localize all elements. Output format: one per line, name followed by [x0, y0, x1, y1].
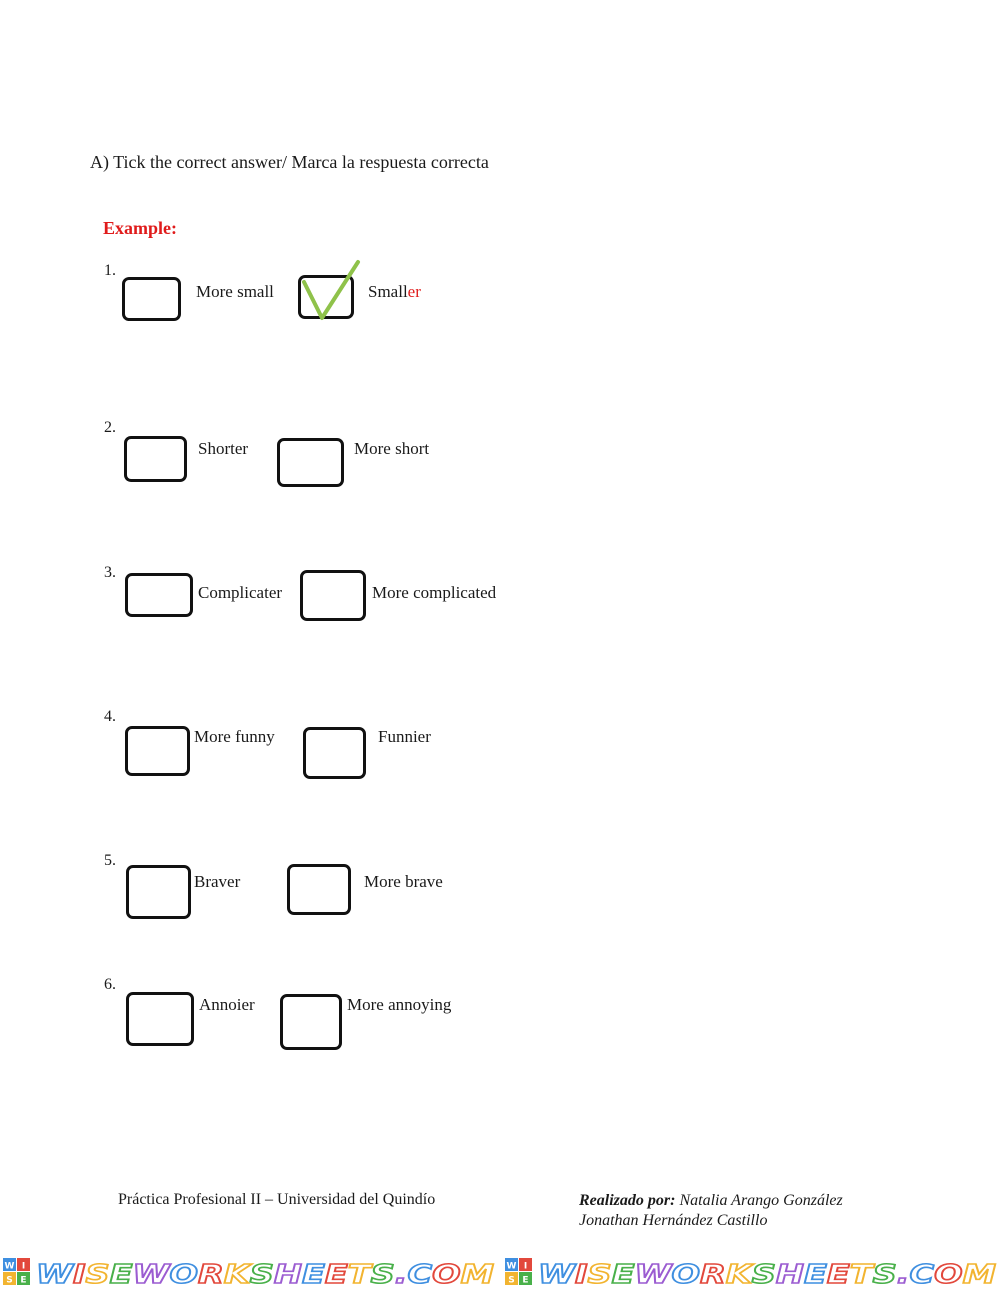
svg-text:E: E	[20, 1275, 27, 1286]
checkbox-option-a[interactable]	[122, 277, 181, 321]
option-label: More funny	[194, 727, 275, 746]
question-number: 3.	[104, 564, 116, 581]
option-label: More brave	[364, 872, 443, 891]
example-label: Example:	[103, 218, 177, 238]
option-label: Smaller	[368, 282, 421, 301]
author-name: Natalia Arango González	[679, 1192, 843, 1209]
option-label: More annoying	[347, 995, 452, 1014]
option-label: Braver	[194, 872, 241, 891]
svg-text:S: S	[6, 1275, 13, 1286]
footer-course: Práctica Profesional II – Universidad del Quindío	[118, 1191, 436, 1208]
option-label: Complicater	[198, 583, 283, 602]
option-label: More short	[354, 439, 430, 458]
banner-text-2: W I S E W O R K S H E E T S . C O M	[538, 1260, 989, 1290]
checkbox-option-a[interactable]	[126, 865, 191, 919]
question-number: 1.	[104, 262, 116, 279]
checkbox-option-b[interactable]	[303, 727, 366, 779]
made-by-label: Realizado por:	[579, 1192, 676, 1209]
svg-text:E: E	[522, 1275, 529, 1286]
check-mark-icon	[296, 256, 366, 326]
banner-logo-icon	[505, 1258, 532, 1286]
banner-logo-icon	[3, 1258, 30, 1286]
svg-text:S: S	[508, 1275, 515, 1286]
checkbox-option-b[interactable]	[280, 994, 342, 1050]
checkbox-option-a[interactable]	[125, 573, 193, 617]
option-label: More complicated	[372, 583, 497, 602]
instruction-heading: A) Tick the correct answer/ Marca la respuesta correcta	[90, 152, 489, 172]
footer-authors	[579, 1191, 843, 1231]
svg-text:I: I	[21, 1261, 26, 1272]
svg-text:W: W	[4, 1261, 15, 1272]
question-number: 5.	[104, 852, 116, 869]
option-label: More small	[196, 282, 274, 301]
question-number: 2.	[104, 419, 116, 436]
checkbox-option-a[interactable]	[124, 436, 187, 482]
question-number: 4.	[104, 708, 116, 725]
option-label: Annoier	[199, 995, 255, 1014]
author-name: Jonathan Hernández Castillo	[579, 1212, 768, 1229]
checkbox-option-b[interactable]	[287, 864, 351, 915]
svg-text:I: I	[523, 1261, 528, 1272]
option-label: Funnier	[378, 727, 431, 746]
checkbox-option-b[interactable]	[300, 570, 366, 621]
svg-text:W: W	[506, 1261, 517, 1272]
option-label: Shorter	[198, 439, 249, 458]
question-number: 6.	[104, 976, 116, 993]
wiseworksheets-banner	[0, 1252, 1000, 1291]
checkbox-option-a[interactable]	[125, 726, 190, 776]
checkbox-option-a[interactable]	[126, 992, 194, 1046]
checkbox-option-b[interactable]	[277, 438, 344, 487]
banner-text-1: W I S E W O R K S H E E T S . C O M	[36, 1260, 487, 1290]
